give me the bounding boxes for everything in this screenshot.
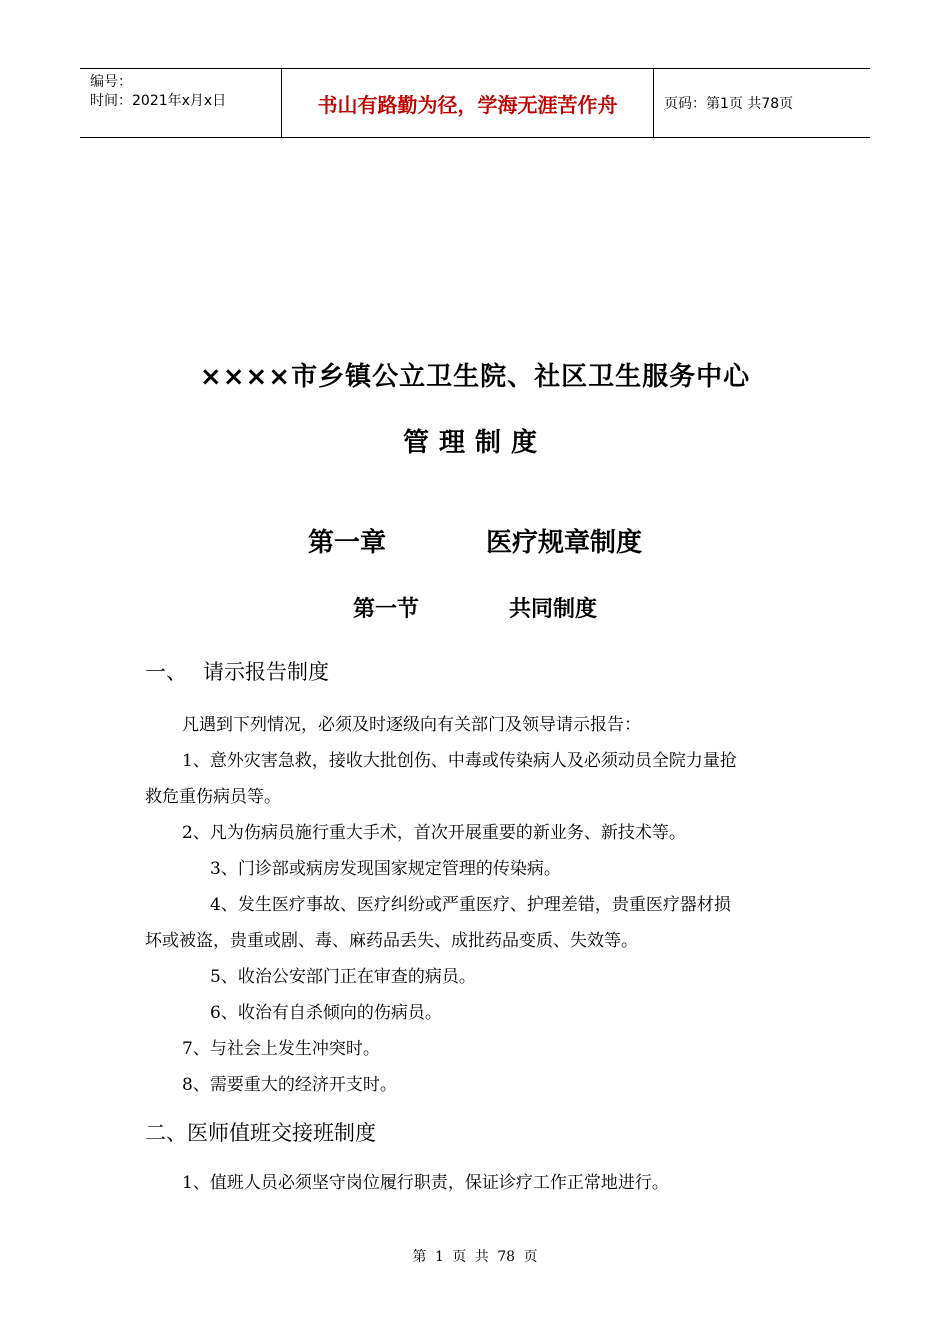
time-label: 时间：2021年x月x日 bbox=[90, 93, 227, 109]
chapter-number: 第一章 bbox=[307, 528, 386, 558]
chapter-name: 医疗规章制度 bbox=[486, 528, 643, 558]
paragraph: 1、意外灾害急救，接收大批创伤、中毒或传染病人及必须动员全院力量抢 bbox=[182, 751, 737, 771]
document-title: ××××市乡镇公立卫生院、社区卫生服务中心 bbox=[199, 362, 751, 392]
paragraph: 5、收治公安部门正在审查的病员。 bbox=[210, 967, 476, 987]
heading-2: 二、医师值班交接班制度 bbox=[145, 1121, 376, 1145]
paragraph: 凡遇到下列情况，必须及时逐级向有关部门及领导请示报告： bbox=[182, 715, 641, 735]
number-label: 编号： bbox=[90, 74, 132, 90]
paragraph: 坏或被盗，贵重或剧、毒、麻药品丢失、成批药品变质、失效等。 bbox=[145, 931, 638, 951]
paragraph: 4、发生医疗事故、医疗纠纷或严重医疗、护理差错，贵重医疗器材损 bbox=[210, 895, 731, 915]
motto: 书山有路勤为径，学海无涯苦作舟 bbox=[282, 69, 654, 137]
paragraph: 1、值班人员必须坚守岗位履行职责，保证诊疗工作正常地进行。 bbox=[182, 1173, 669, 1193]
document-subtitle: 管理制度 bbox=[402, 428, 547, 458]
header-table bbox=[80, 68, 870, 138]
heading-1-number: 一、 bbox=[145, 660, 187, 684]
paragraph: 7、与社会上发生冲突时。 bbox=[182, 1039, 380, 1059]
paragraph: 6、收治有自杀倾向的伤病员。 bbox=[210, 1003, 442, 1023]
paragraph: 8、需要重大的经济开支时。 bbox=[182, 1075, 397, 1095]
paragraph: 救危重伤病员等。 bbox=[145, 787, 281, 807]
paragraph: 3、门诊部或病房发现国家规定管理的传染病。 bbox=[210, 859, 561, 879]
page-info: 页码：第1页 共78页 bbox=[664, 96, 794, 112]
section-name: 共同制度 bbox=[509, 597, 598, 622]
heading-1 bbox=[145, 656, 329, 686]
paragraph: 2、凡为伤病员施行重大手术，首次开展重要的新业务、新技术等。 bbox=[182, 823, 686, 843]
heading-1-text: 请示报告制度 bbox=[203, 660, 329, 684]
page-footer: 第 1 页 共 78 页 bbox=[412, 1249, 538, 1265]
chapter-heading bbox=[0, 522, 950, 559]
header-meta bbox=[80, 69, 282, 137]
section-number: 第一节 bbox=[352, 597, 419, 622]
section-heading bbox=[0, 592, 950, 623]
